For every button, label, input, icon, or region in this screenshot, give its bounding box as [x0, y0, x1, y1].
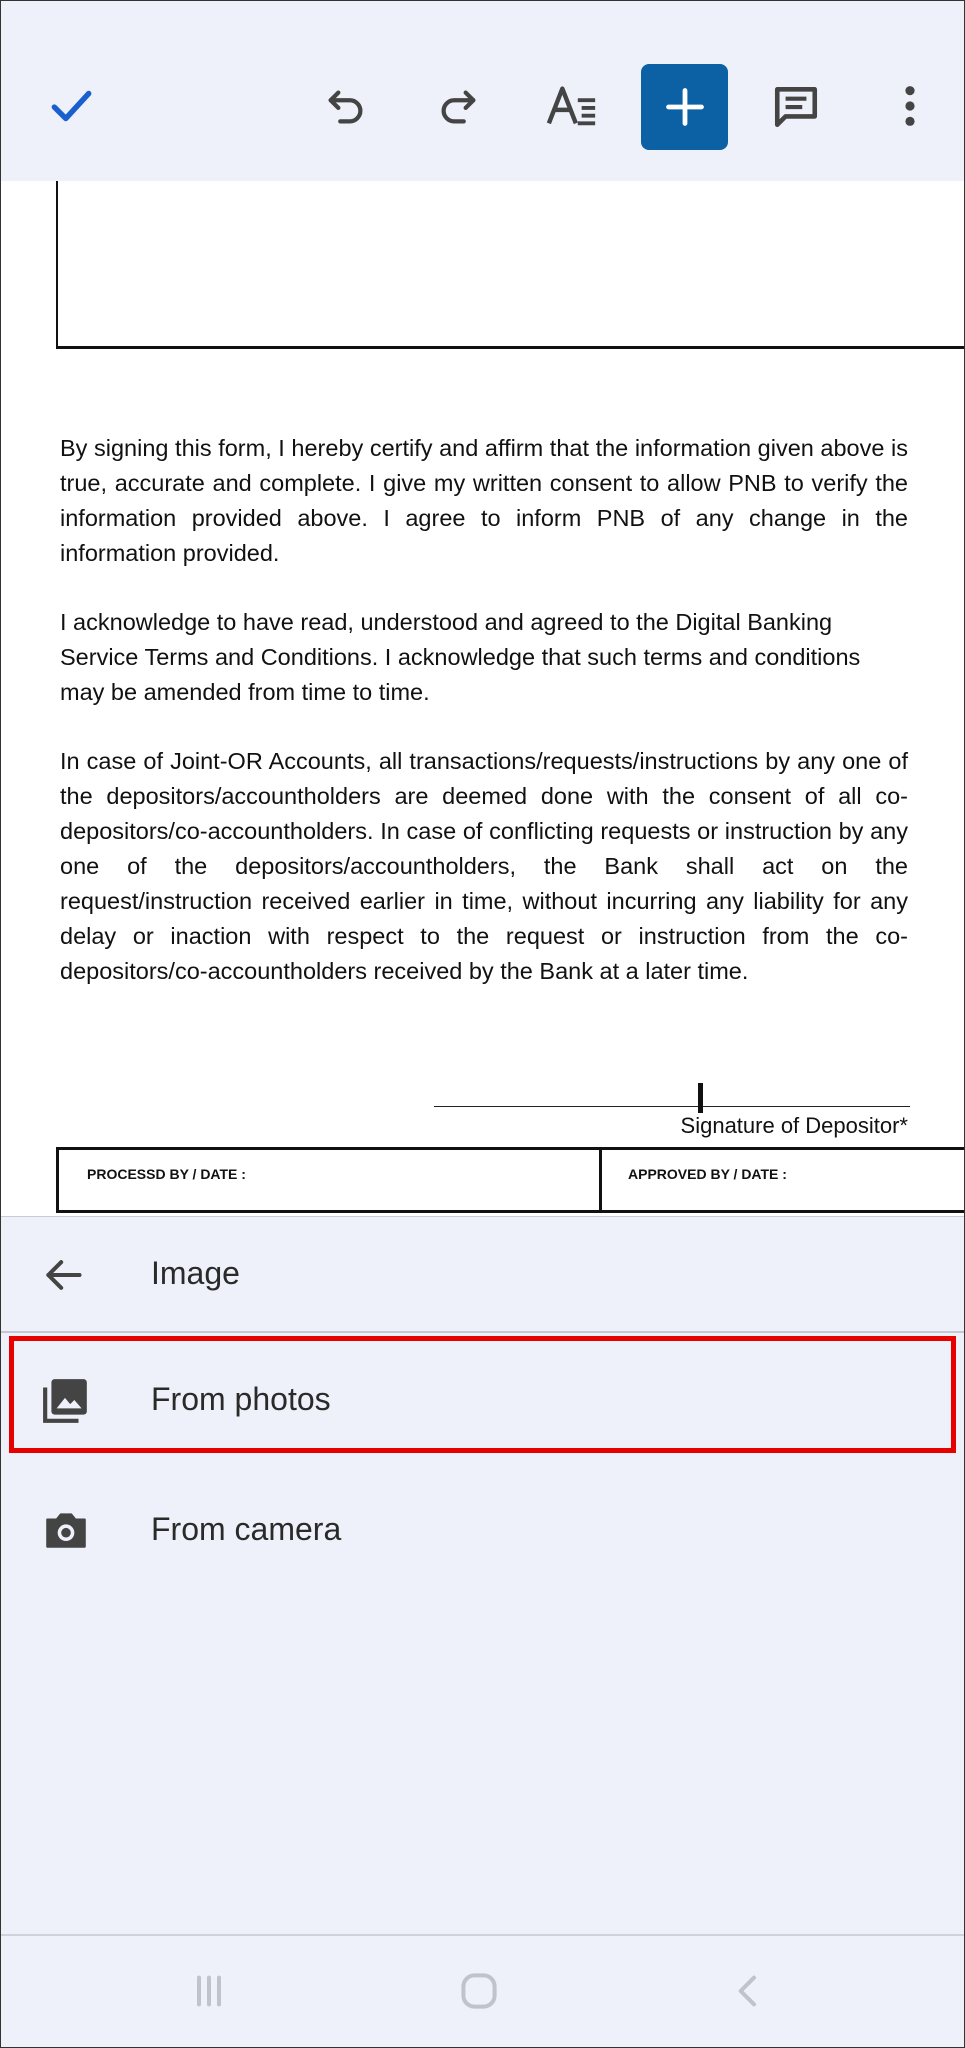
recent-apps-icon[interactable] — [179, 1966, 239, 2016]
processed-label: PROCESSD BY / DATE : — [87, 1166, 246, 1182]
signature-line — [434, 1106, 910, 1107]
home-icon[interactable] — [449, 1966, 509, 2016]
sheet-header — [1, 1217, 964, 1333]
document-page[interactable] — [1, 181, 964, 1216]
processing-table — [56, 1147, 964, 1213]
check-icon[interactable] — [26, 61, 116, 151]
arrow-back-icon[interactable] — [41, 1253, 85, 1297]
image-insert-sheet — [1, 1216, 964, 1935]
sheet-title: Image — [151, 1255, 240, 1291]
redo-icon[interactable] — [413, 61, 503, 151]
more-vert-icon[interactable] — [865, 61, 955, 151]
text-format-icon[interactable] — [527, 61, 617, 151]
processed-cell — [59, 1150, 602, 1210]
top-toolbar — [1, 1, 964, 181]
comment-icon[interactable] — [751, 61, 841, 151]
approved-cell — [602, 1150, 964, 1210]
approved-label: APPROVED BY / DATE : — [628, 1166, 787, 1182]
signature-label: Signature of Depositor* — [680, 1113, 908, 1138]
from-photos-label: From photos — [151, 1381, 331, 1417]
highlight-box — [9, 1336, 956, 1453]
from-camera-option[interactable] — [1, 1471, 964, 1589]
form-box — [56, 181, 964, 349]
undo-icon[interactable] — [301, 61, 391, 151]
text-cursor — [698, 1083, 703, 1113]
plus-icon — [663, 85, 707, 129]
joint-account-paragraph: In case of Joint-OR Accounts, all transactions/requests/instructions by any one of the depositors/accountholders are deemed done with the consent of all co-depositors/co-accountholders. In case of conflicting requests or instruction by any one of the depositors/accountholders, the Bank shall act on the request/instruction received earlier in time, without incurring any liability for any delay or inaction with respect to the request or instruction from the co-depositors/co-accountholders received by the Bank at a later time. — [60, 748, 908, 984]
certify-paragraph: By signing this form, I hereby certify and affirm that the information given above is true, accurate and complete. I give my written consent to allow PNB to verify the information provided above. I agree to inform PNB of any change in the information provided. — [60, 435, 908, 566]
from-camera-label: From camera — [151, 1511, 342, 1547]
back-nav-icon[interactable] — [719, 1966, 779, 2016]
camera-icon — [41, 1505, 91, 1555]
insert-button[interactable] — [641, 64, 728, 150]
acknowledge-paragraph: I acknowledge to have read, understood and agreed to the Digital Banking Service Terms and Conditions. I acknowledge that such terms and conditions may be amended from time to time. — [60, 609, 861, 705]
system-nav-bar — [1, 1934, 964, 2048]
